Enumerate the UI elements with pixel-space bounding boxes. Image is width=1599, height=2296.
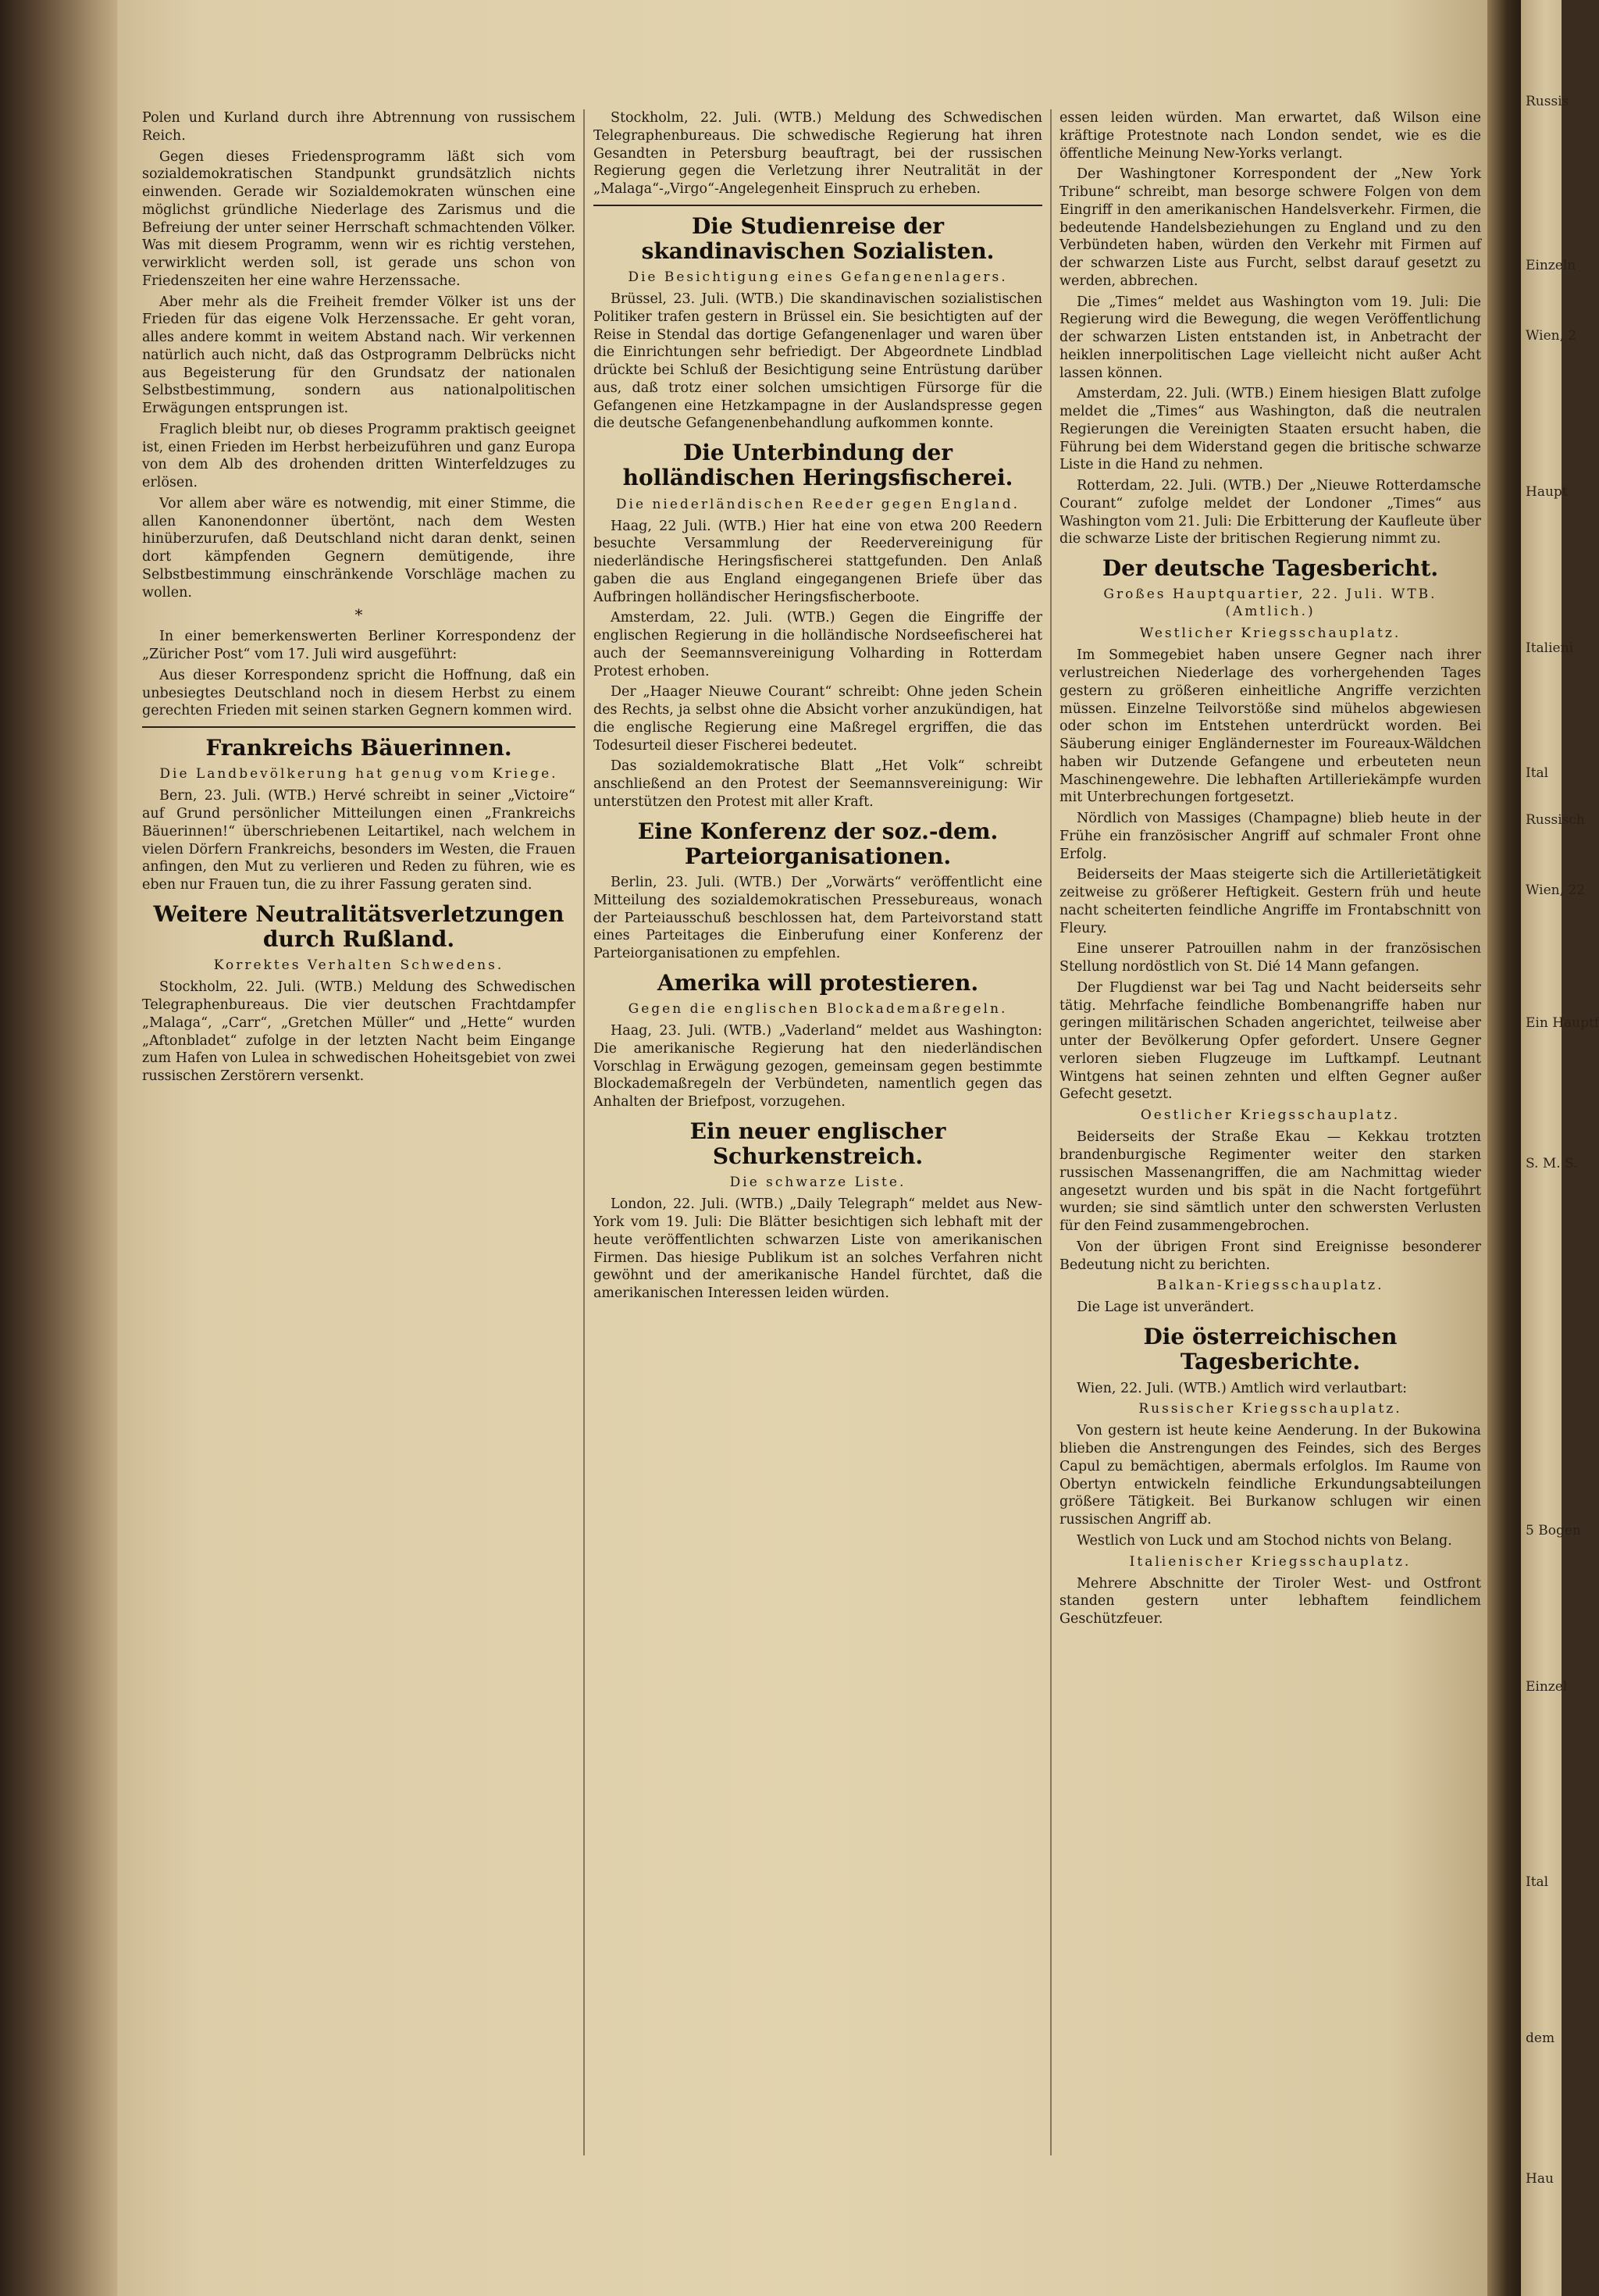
headline: Eine Konferenz der soz.-dem. Parteiorganisationen. xyxy=(637,818,999,869)
section-heading: Oestlicher Kriegsschauplatz. xyxy=(1140,1107,1401,1124)
section-heading: Russischer Kriegsschauplatz. xyxy=(1138,1401,1402,1417)
headline: Die Studienreise der skandinavischen Sozialisten. xyxy=(641,212,995,264)
headline: Amerika will protestieren. xyxy=(657,969,979,996)
adjacent-page-fragment: Wien, 22 xyxy=(1526,882,1586,898)
column-rule-1 xyxy=(583,109,585,2155)
adjacent-page-fragment: Ein Hauptf xyxy=(1526,1015,1599,1031)
article-text: Eine unserer Patrouillen nahm in der französischen Stellung nordöstlich von St. Dié 14 Mann gefangen. xyxy=(1059,941,1481,975)
adjacent-page-fragment: Haupt xyxy=(1526,484,1568,500)
column-3 xyxy=(1059,109,1481,1631)
article-text: Der Flugdienst war bei Tag und Nacht beiderseits sehr tätig. Mehrfache feindliche Bombenangriffe haben nur geringen militärischen Schaden angerichtet, teilweise aber unter der Bevölkerung Opfer gefordert. Unsere Gegner verloren sieben Flugzeuge im Luftkampf. Leutnant Wintgens hat seinen zehnten und elften Gegner außer Gefecht gesetzt. xyxy=(1059,979,1481,1103)
separator-star: * xyxy=(354,605,363,625)
adjacent-page-fragment: 5 Bogen xyxy=(1526,1523,1581,1538)
subheadline: Die Landbevölkerung hat genug vom Kriege. xyxy=(159,766,558,783)
section-rule xyxy=(593,205,1042,206)
subheadline: Großes Hauptquartier, 22. Juli. WTB. (Amtlich.) xyxy=(1103,586,1437,620)
article-text: Der Washingtoner Korrespondent der „New York Tribune“ schreibt, man besorge schwere Folgen von dem Eingriff in den amerikanischen Handelsverkehr. Firmen, die bedeutende Handelsbeziehungen zu England und zu den Verbündeten haben, würden den Verkehr mit Firmen auf der schwarzen Liste aus Furcht, selbst darauf gesetzt zu werden, abbrechen. xyxy=(1059,166,1481,289)
article-text: Die „Times“ meldet aus Washington vom 19. Juli: Die Regierung wird die Bewegung, die wegen Veröffentlichung der schwarzen Listen entstanden ist, in Anbetracht der heiklen innerpolitischen Lage vielleicht nicht außer Acht lassen können. xyxy=(1059,294,1481,381)
article-text: Haag, 22 Juli. (WTB.) Hier hat eine von etwa 200 Reedern besuchte Versammlung der Reedervereinigung für niederländische Heringsfischerei stattgefunden. Den Anlaß gaben die aus England eingegangenen Briefe über das Aufbringen holländischer Heringsfischerboote. xyxy=(593,518,1042,605)
column-rule-2 xyxy=(1050,109,1052,2155)
adjacent-page-fragment: Italieni xyxy=(1526,640,1574,656)
article-text: Von der übrigen Front sind Ereignisse besonderer Bedeutung nicht zu berichten. xyxy=(1059,1239,1481,1273)
article-text: Aus dieser Korrespondenz spricht die Hoffnung, daß ein unbesiegtes Deutschland noch in diesem Herbst zu einem gerechten Frieden mit seinen starken Gegnern kommen wird. xyxy=(142,667,575,719)
section-rule xyxy=(142,726,575,728)
left-book-binding xyxy=(0,0,123,2296)
book-gutter xyxy=(1487,0,1522,2296)
section-heading: Italienischer Kriegsschauplatz. xyxy=(1129,1553,1412,1570)
headline: Ein neuer englischer Schurkenstreich. xyxy=(689,1118,946,1170)
article-text: Haag, 23. Juli. (WTB.) „Vaderland“ meldet aus Washington: Die amerikanische Regierung hat den niederländischen Vorschlag in Erwägung gezogen, gemeinsam gegen bestimmte Blockademaßregeln der Verbündeten, namentlich gegen das Anhalten der Briefpost, vorzugehen. xyxy=(593,1023,1042,1111)
adjacent-page-fragment: S. M. S. xyxy=(1526,1156,1578,1171)
adjacent-page-fragment: dem xyxy=(1526,2030,1555,2046)
headline: Die Unterbindung der holländischen Heringsfischerei. xyxy=(622,440,1013,491)
article-text: London, 22. Juli. (WTB.) „Daily Telegraph“ meldet aus New-York vom 19. Juli: Die Blätter besichtigen sich lebhaft mit der heute veröffentlichten schwarzen Liste von amerikanischen Firmen. Das hiesige Publikum ist an solches Verfahren nicht gewöhnt und der amerikanische Handel fürchtet, daß die amerikanischen Interessen leiden würden. xyxy=(593,1196,1042,1302)
adjacent-page-fragment: Einzel xyxy=(1526,1679,1568,1695)
adjacent-page-fragment: Ital xyxy=(1526,765,1549,781)
article-text: In einer bemerkenswerten Berliner Korrespondenz der „Züricher Post“ vom 17. Juli wird ausgeführt: xyxy=(142,629,575,662)
article-text: Stockholm, 22. Juli. (WTB.) Meldung des Schwedischen Telegraphenbureaus. Die vier deutschen Frachtdampfer „Malaga“, „Carr“, „Gretchen Müller“ und „Hette“ wurden „Aftonbladet“ zufolge in der letzten Nacht beim Eingange zum Hafen von Lulea in schwedischen Hoheitsgebiet von zwei russischen Zerstörern versenkt. xyxy=(142,979,575,1084)
article-text: Fraglich bleibt nur, ob dieses Programm praktisch geeignet ist, einen Frieden im Herbst herbeizuführen und ganz Europa von dem Alb des drohenden dritten Winterfeldzuges zu erlösen. xyxy=(142,421,575,490)
article-text: Stockholm, 22. Juli. (WTB.) Meldung des Schwedischen Telegraphenbureaus. Die schwedische Regierung hat ihren Gesandten in Petersburg beauftragt, bei der russischen Regierung gegen die Verletzung ihrer Neutralität in der „Malaga“-„Virgo“-Angelegenheit Einspruch zu erheben. xyxy=(593,110,1042,197)
adjacent-page-fragment: Russis xyxy=(1526,94,1569,109)
article-text: Amsterdam, 22. Juli. (WTB.) Einem hiesigen Blatt zufolge meldet die „Times“ aus Washington, daß die neutralen Regierungen die Vereinigten Staaten ersucht haben, die Führung bei dem Widerstand gegen die britische schwarze Liste in die Hand zu nehmen. xyxy=(1059,386,1481,473)
article-text: Nördlich von Massiges (Champagne) blieb heute in der Frühe ein französischer Angriff auf schmaler Front ohne Erfolg. xyxy=(1059,811,1481,862)
article-text: Beiderseits der Straße Ekau — Kekkau trotzten brandenburgische Regimenter weiter den starken russischen Massenangriffen, die am Nachmittag wieder angesetzt wurden und bis spät in die Nacht fortgeführt wurden; sie sind sämtlich unter den schwersten Verlusten für den Feind zusammengebrochen. xyxy=(1059,1129,1481,1235)
adjacent-page-fragment: Einzeln xyxy=(1526,258,1576,273)
article-text: Das sozialdemokratische Blatt „Het Volk“ schreibt anschließend an den Protest der Seemannsvereinigung: Wir unterstützen den Protest mit aller Kraft. xyxy=(593,758,1042,810)
subheadline: Die schwarze Liste. xyxy=(729,1175,906,1191)
article-text: Die Lage ist unverändert. xyxy=(1077,1300,1255,1316)
adjacent-page-fragment: Russisch xyxy=(1526,812,1585,828)
column-2 xyxy=(593,109,1042,1306)
adjacent-page-fragment: Ital xyxy=(1526,1874,1549,1890)
headline: Weitere Neutralitätsverletzungen durch Rußland. xyxy=(153,900,564,952)
article-text: Im Sommegebiet haben unsere Gegner nach ihrer verlustreichen Niederlage des vorhergehenden Tages gestern zu größeren einheitliche Angriffe verzichten müssen. Einzelne Teilvorstöße sind mühelos abgewiesen oder schon im Entstehen unterdrückt worden. Bei Säuberung einiger Engländernester im Foureaux-Wäldchen haben wir Dutzende Gefangene und erbeuteten neun Maschinengewehre. Die lebhaften Artilleriekämpfe wurden mit Unterbrechungen fortgesetzt. xyxy=(1059,647,1481,806)
article-text: Beiderseits der Maas steigerte sich die Artillerietätigkeit zeitweise zu größerer Heftigkeit. Gestern früh und heute nacht scheiterten feindliche Angriffe im Frontabschnitt von Fleury. xyxy=(1059,867,1481,936)
headline: Die österreichischen Tagesberichte. xyxy=(1143,1324,1398,1375)
article-text: Brüssel, 23. Juli. (WTB.) Die skandinavischen sozialistischen Politiker trafen gestern in Brüssel ein. Sie besichtigten auf der Reise in Stendal das dortige Gefangenenlager und waren über die Einrichtungen sehr befriedigt. Der Abgeordnete Lindblad drückte bei Schluß der Besichtigung seine Entrüstung darüber aus, daß trotz einer solchen umsichtigen Fürsorge für die Gefangenen eine Hetzkampagne in der Auslandspresse gegen die deutsche Gefangenenbehandlung aufkommen konnte. xyxy=(593,291,1042,432)
article-text: Westlich von Luck und am Stochod nichts von Belang. xyxy=(1077,1532,1452,1549)
article-text: Von gestern ist heute keine Aenderung. In der Bukowina blieben die Anstrengungen des Feindes, sich des Berges Capul zu bemächtigen, abermals erfolglos. Im Raume von Obertyn entwickeln feindliche Erkundungsabteilungen größere Tätigkeit. Bei Burkanow schlugen wir einen russischen Angriff ab. xyxy=(1059,1423,1481,1528)
section-heading: Balkan-Kriegsschauplatz. xyxy=(1156,1278,1384,1294)
column-1 xyxy=(142,109,575,1089)
article-text: Polen und Kurland durch ihre Abtrennung von russischem Reich. xyxy=(142,110,575,144)
adjacent-page-fragment: Hau xyxy=(1526,2171,1554,2187)
article-text: Mehrere Abschnitte der Tiroler West- und Ostfront standen gestern unter lebhaftem feindlichem Geschützfeuer. xyxy=(1059,1575,1481,1628)
article-text: Gegen dieses Friedensprogramm läßt sich vom sozialdemokratischen Standpunkt grundsätzlich nichts einwenden. Gerade wir Sozialdemokraten wünschen eine möglichst gründliche Niederlage des Zarismus und die Befreiung der unter seiner Herrschaft schmachtenden Völker. Was mit diesem Programm, wenn wir es richtig verstehen, verwirklicht werden soll, ist gerade uns schon von Friedenszeiten her eine wahre Herzenssache. xyxy=(142,148,575,289)
article-text: Bern, 23. Juli. (WTB.) Hervé schreibt in seiner „Victoire“ auf Grund persönlicher Mitteilungen einen „Frankreichs Bäuerinnen!“ überschriebenen Leitartikel, nach welchem in vielen Dörfern Frankreichs, besonders im Westen, die Frauen anfingen, den Mut zu verlieren und Reden zu führen, wie es eben nur Frauen tun, die zu ihrer Fassung geraten sind. xyxy=(142,788,575,893)
subheadline: Die niederländischen Reeder gegen England. xyxy=(615,496,1020,512)
article-text: essen leiden würden. Man erwartet, daß Wilson eine kräftige Protestnote nach London sendet, wie es die öffentliche Meinung New-Yorks verlangt. xyxy=(1059,110,1481,162)
headline: Frankreichs Bäuerinnen. xyxy=(205,735,512,761)
adjacent-page-edge xyxy=(1521,0,1599,2296)
article-text: Berlin, 23. Juli. (WTB.) Der „Vorwärts“ veröffentlicht eine Mitteilung des sozialdemokratischen Pressebureaus, wonach der Parteiausschuß beschlossen hat, dem Parteivorstand statt eines Parteitages die Einberufung einer Konferenz der Parteiorganisationen zu empfehlen. xyxy=(593,875,1042,962)
adjacent-page-fragment: Wien, 2 xyxy=(1526,328,1577,344)
subheadline: Korrektes Verhalten Schwedens. xyxy=(213,957,504,974)
article-text: Rotterdam, 22. Juli. (WTB.) Der „Nieuwe Rotterdamsche Courant“ zufolge meldet der Londoner „Times“ aus Washington vom 21. Juli: Die Erbitterung der Kaufleute über die schwarze Liste der britischen Regierung nimmt zu. xyxy=(1059,478,1481,547)
article-text: Der „Haager Nieuwe Courant“ schreibt: Ohne jeden Schein des Rechts, ja selbst ohne die Absicht vorher anzukündigen, hat die englische Regierung eine Maßregel ergriffen, die das Todesurteil dieser Fischerei bedeutet. xyxy=(593,684,1042,754)
article-text: Vor allem aber wäre es notwendig, mit einer Stimme, die allen Kanonendonner übertönt, nach dem Westen hinüberzurufen, daß Deutschland nicht daran denkt, seinen dort kämpfenden Gegnern demütigende, ihre Selbstbestimmung einschränkende Vorschläge machen zu wollen. xyxy=(142,495,575,601)
article-text: Aber mehr als die Freiheit fremder Völker ist uns der Frieden für das eigene Volk Herzenssache. Er geht voran, alles andere kommt in weitem Abstand nach. Wir verkennen natürlich auch nicht, daß das Ostprogramm Delbrücks nicht aus Begeisterung für den Grundsatz der nationalen Selbstbestimmung, sondern aus nationalpolitischen Erwägungen entsprungen ist. xyxy=(142,294,575,416)
article-text: Amsterdam, 22. Juli. (WTB.) Gegen die Eingriffe der englischen Regierung in die holländische Nordseefischerei hat auch der Seemannsvereinigung Volharding in Rotterdam Protest erhoben. xyxy=(593,610,1042,679)
section-heading: Westlicher Kriegsschauplatz. xyxy=(1139,626,1401,642)
subheadline: Gegen die englischen Blockademaßregeln. xyxy=(628,1001,1008,1017)
article-text: Wien, 22. Juli. (WTB.) Amtlich wird verlautbart: xyxy=(1077,1380,1407,1396)
headline: Der deutsche Tagesbericht. xyxy=(1102,555,1439,581)
subheadline: Die Besichtigung eines Gefangenenlagers. xyxy=(628,269,1008,286)
